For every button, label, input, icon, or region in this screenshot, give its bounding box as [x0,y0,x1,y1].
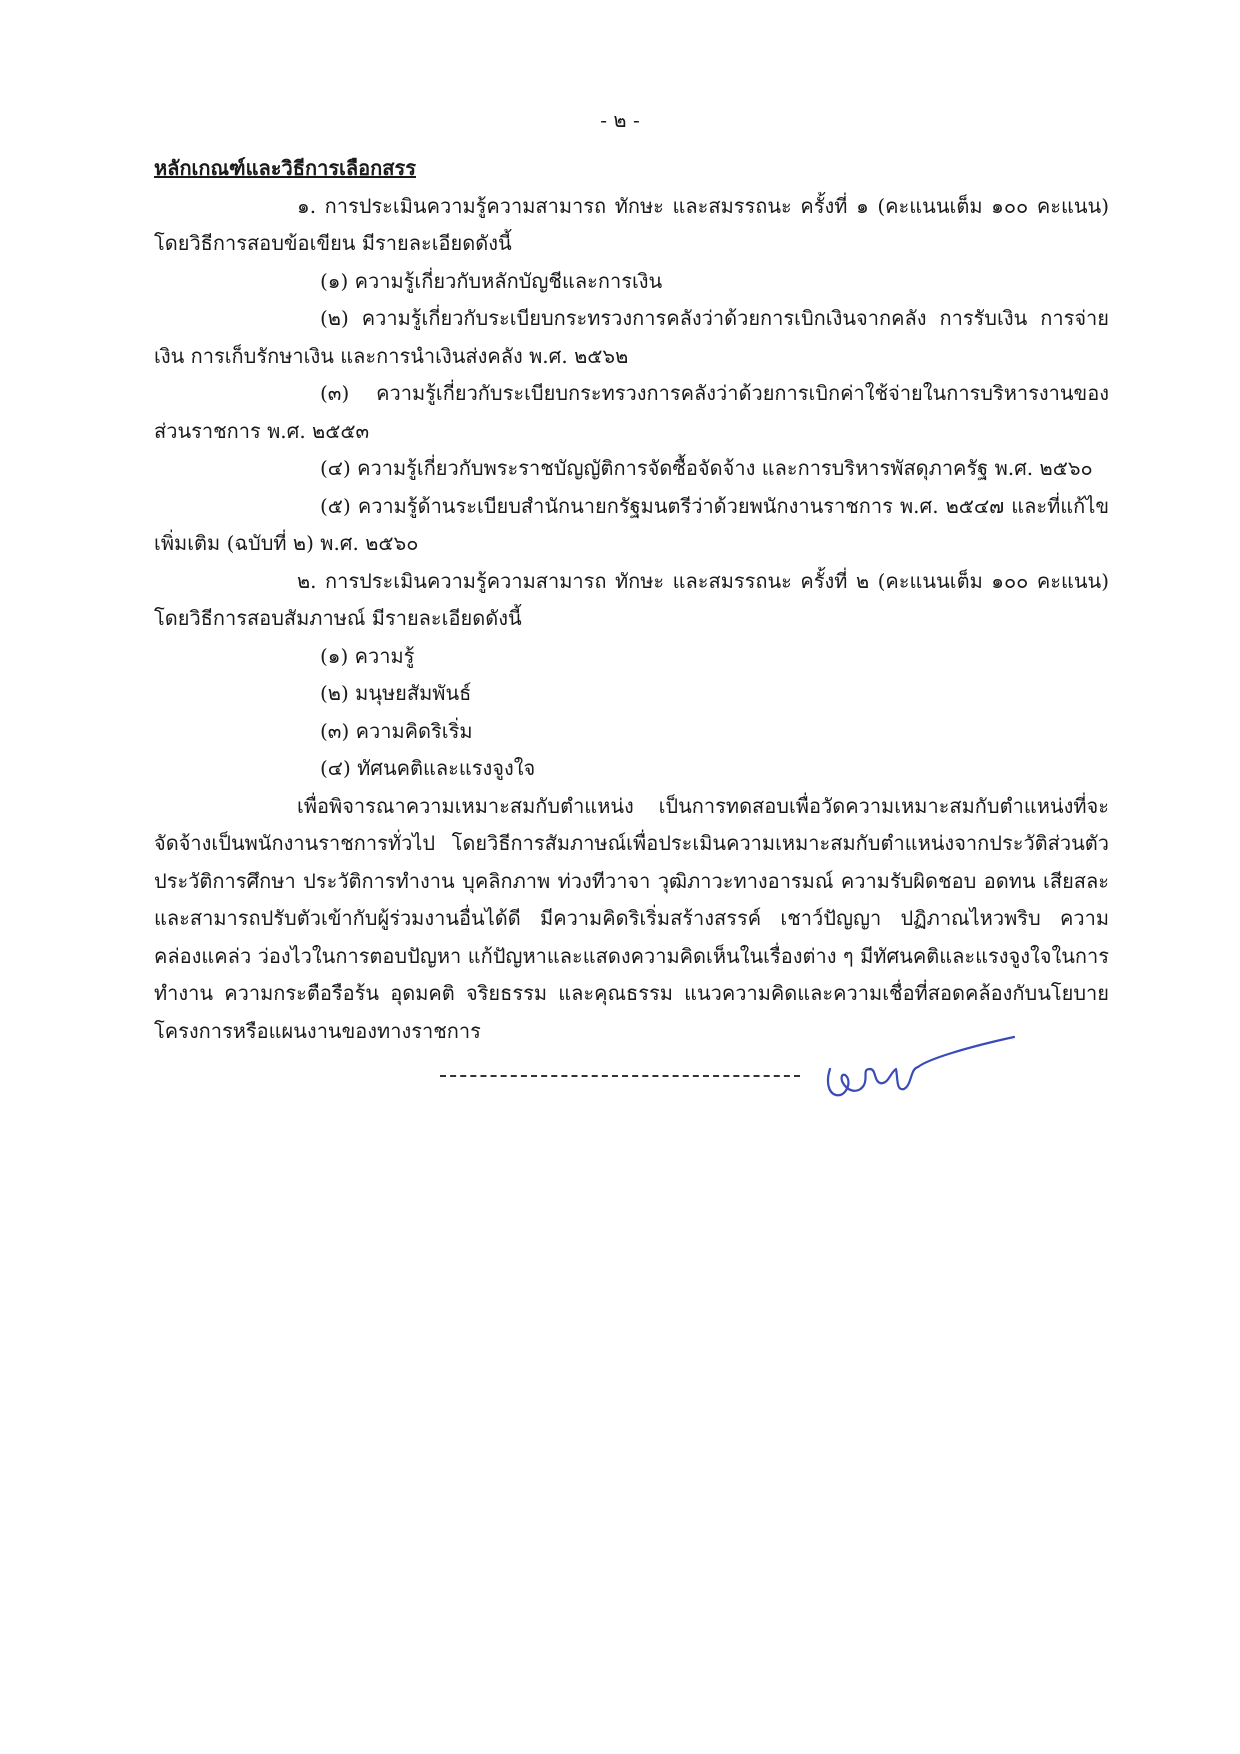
handwritten-signature [818,1029,1038,1109]
section-heading: หลักเกณฑ์และวิธีการเลือกสรร [154,156,416,180]
section1-intro: ๑. การประเมินความรู้ความสามารถ ทักษะ และสมรรถนะ ครั้งที่ ๑ (คะแนนเต็ม ๑๐๐ คะแนน) โดยวิธีการสอบข้อเขียน มีรายละเอียดดังนี้ [154,193,1109,255]
page-number: - ๒ - [600,108,640,132]
section1-item-1: (๑) ความรู้เกี่ยวกับหลักบัญชีและการเงิน [320,268,663,293]
section1-item-2: (๒) ความรู้เกี่ยวกับระเบียบกระทรวงการคลังว่าด้วยการเบิกเงินจากคลัง การรับเงิน การจ่ายเงิน การเก็บรักษาเงิน และการนำเงินส่งคลัง พ.ศ. ๒๕๖๒ [154,306,1109,368]
signature-row [440,1045,1060,1135]
section2-item-3: (๓) ความคิดริเริ่ม [320,718,473,743]
document-body [154,150,1109,1050]
section1-item-4: (๔) ความรู้เกี่ยวกับพระราชบัญญัติการจัดซื้อจัดจ้าง และการบริหารพัสดุภาครัฐ พ.ศ. ๒๕๖๐ [320,456,1093,480]
section2-item-1: (๑) ความรู้ [320,643,415,668]
dashed-divider [440,1075,800,1077]
closing-paragraph: เพื่อพิจารณาความเหมาะสมกับตำแหน่ง เป็นการทดสอบเพื่อวัดความเหมาะสมกับตำแหน่งที่จะจัดจ้างเป็นพนักงานราชการทั่วไป โดยวิธีการสัมภาษณ์เพื่อประเมินความเหมาะสมกับตำแหน่งจากประวัติส่วนตัว ประวัติการศึกษา ประวัติการทำงาน บุคลิกภาพ ท่วงทีวาจา วุฒิภาวะทางอารมณ์ ความรับผิดชอบ อดทน เสียสละ และสามารถปรับตัวเข้ากับผู้ร่วมงานอื่นได้ดี มีความคิดริเริ่มสร้างสรรค์ เชาว์ปัญญา ปฏิภาณไหวพริบ ความคล่องแคล่ว ว่องไวในการตอบปัญหา แก้ปัญหาและแสดงความคิดเห็นในเรื่องต่าง ๆ มีทัศนคติและแรงจูงใจในการทำงาน ความกระตือรือร้น อุดมคติ จริยธรรม และคุณธรรม แนวความคิดและความเชื่อที่สอดคล้องกับนโยบาย โครงการหรือแผนงานของทางราชการ [154,793,1109,1043]
section1-item-3: (๓) ความรู้เกี่ยวกับระเบียบกระทรวงการคลังว่าด้วยการเบิกค่าใช้จ่ายในการบริหารงานของส่วนราชการ พ.ศ. ๒๕๕๓ [154,381,1109,443]
section2-intro: ๒. การประเมินความรู้ความสามารถ ทักษะ และสมรรถนะ ครั้งที่ ๒ (คะแนนเต็ม ๑๐๐ คะแนน) โดยวิธีการสอบสัมภาษณ์ มีรายละเอียดดังนี้ [154,568,1109,630]
section2-item-4: (๔) ทัศนคติและแรงจูงใจ [320,756,536,780]
section1-item-5: (๕) ความรู้ด้านระเบียบสำนักนายกรัฐมนตรีว่าด้วยพนักงานราชการ พ.ศ. ๒๕๔๗ และที่แก้ไขเพิ่มเติม (ฉบับที่ ๒) พ.ศ. ๒๕๖๐ [154,493,1109,555]
section2-item-2: (๒) มนุษยสัมพันธ์ [320,681,472,705]
